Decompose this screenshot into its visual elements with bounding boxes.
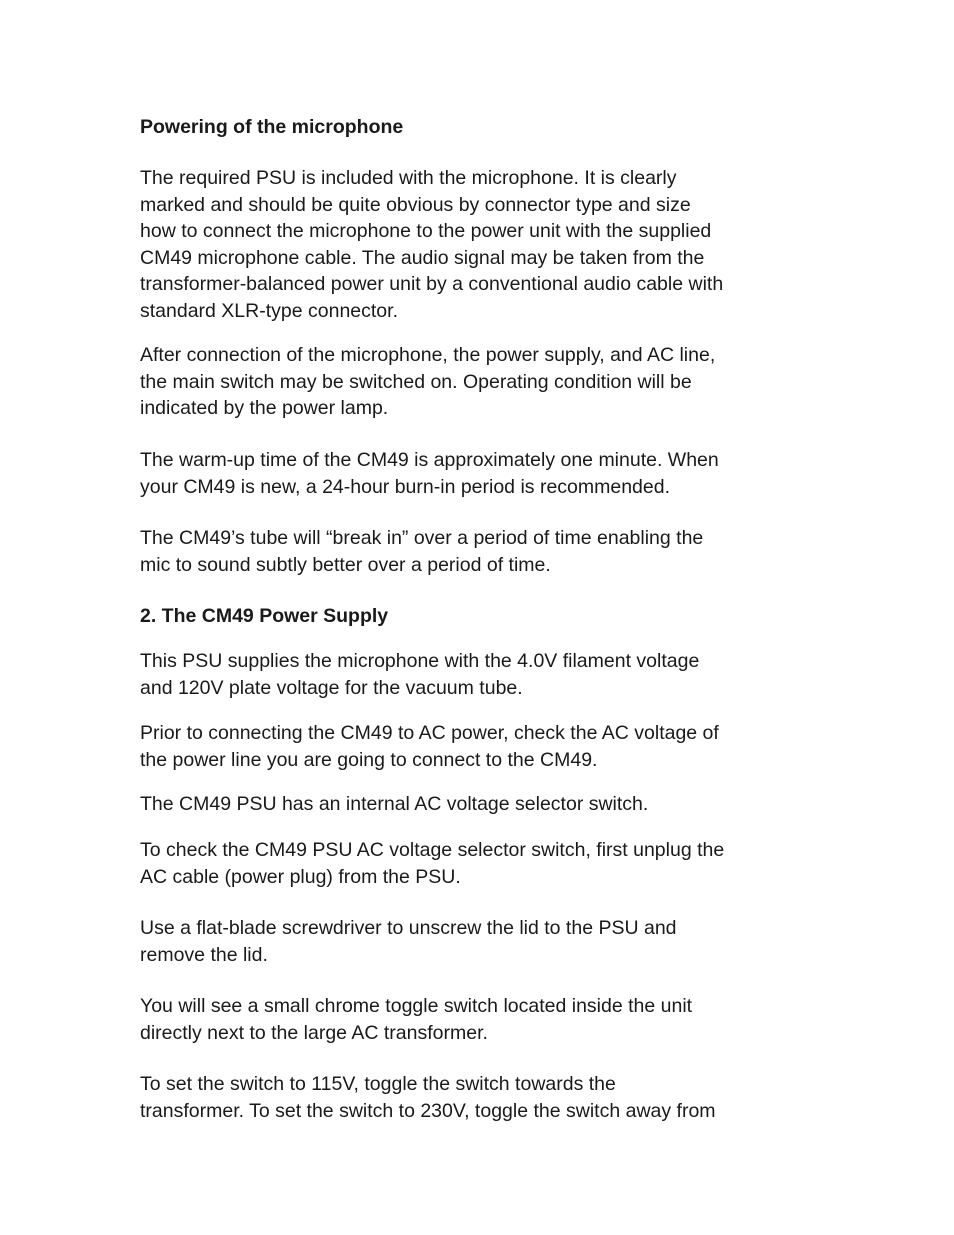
paragraph-selector-switch: The CM49 PSU has an internal AC voltage selector switch. bbox=[140, 793, 649, 815]
section-heading-power-supply: 2. The CM49 Power Supply bbox=[140, 605, 389, 627]
paragraph-toggle-location: You will see a small chrome toggle switch located inside the unit directly next to the large AC transformer. bbox=[140, 995, 693, 1044]
paragraph-after-connection: After connection of the microphone, the power supply, and AC line, the main switch may be switched on. Operating condition will be indicated by the power lamp. bbox=[140, 344, 716, 419]
paragraph-check-ac-voltage: Prior to connecting the CM49 to AC power, check the AC voltage of the power line you are going to connect to the CM49. bbox=[140, 722, 719, 771]
paragraph-warm-up: The warm-up time of the CM49 is approximately one minute. When your CM49 is new, a 24-hour burn-in period is recommended. bbox=[140, 449, 719, 498]
paragraph-remove-lid: Use a flat-blade screwdriver to unscrew the lid to the PSU and remove the lid. bbox=[140, 917, 677, 966]
paragraph-break-in: The CM49’s tube will “break in” over a period of time enabling the mic to sound subtly better over a period of time. bbox=[140, 527, 704, 576]
section-heading-powering: Powering of the microphone bbox=[140, 116, 404, 138]
paragraph-psu-supplies: This PSU supplies the microphone with the 4.0V filament voltage and 120V plate voltage for the vacuum tube. bbox=[140, 650, 700, 699]
paragraph-psu-included: The required PSU is included with the microphone. It is clearly marked and should be quite obvious by connector type and size how to connect the microphone to the power unit with the supplied CM49 microphone cable. The audio signal may be taken from the transformer-balanced power unit by a conventional audio cable with standard XLR-type connector. bbox=[140, 167, 724, 322]
paragraph-set-switch: To set the switch to 115V, toggle the switch towards the transformer. To set the switch to 230V, toggle the switch away from bbox=[140, 1073, 716, 1122]
paragraph-unplug: To check the CM49 PSU AC voltage selector switch, first unplug the AC cable (power plug) from the PSU. bbox=[140, 839, 725, 888]
